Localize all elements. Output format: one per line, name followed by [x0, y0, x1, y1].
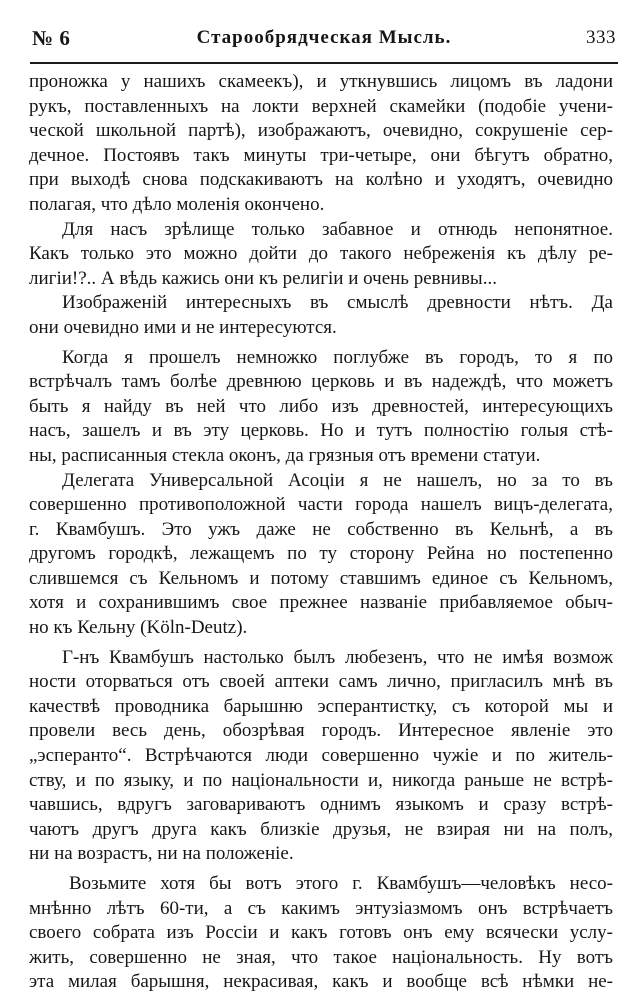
text-line: Изображеній интересныхъ въ смыслѣ древности нѣтъ. Да [62, 292, 613, 314]
text-line: Г-нъ Квамбушъ настолько былъ любезенъ, что не имѣя возмож [62, 646, 613, 668]
text-line: качествѣ проводника барышню эсперантистку, съ которой мы и [29, 695, 613, 717]
text-line: проножка у нашихъ скамеекъ), и уткнувшись лицомъ въ ладони [29, 71, 613, 92]
text-line: лигіи!?.. А вѣдь кажись они къ религіи и очень ревнивы... [29, 267, 497, 289]
paragraph [29, 646, 613, 867]
text-line: ческой школьной партѣ), изображаютъ, очевидно, сокрушеніе сер- [29, 120, 613, 142]
paragraph [29, 291, 613, 340]
journal-title: Старообрядческая Мысль. [196, 27, 452, 48]
text-line: Возьмите хотя бы вотъ этого г. Квамбушъ—человѣкъ несо- [69, 873, 613, 894]
text-line: эта милая барышня, некрасивая, какъ и вообще всѣ нѣмки не- [29, 971, 613, 993]
paragraph [29, 872, 613, 995]
text-line: „эсперанто“. Встрѣчаются люди совершенно чужіе и по житель- [29, 745, 613, 767]
text-line: провели весь день, обозрѣвая городъ. Интересное явленіе это [29, 720, 613, 742]
paragraph [29, 218, 613, 292]
text-line: другомъ городкѣ, лежащемъ по ту сторону Рейна но постепенно [29, 543, 613, 565]
text-line: слившемся съ Кельномъ и потому ставшимъ единое съ Кельномъ, [29, 567, 613, 589]
body-text [29, 70, 613, 995]
text-line: но къ Кельну (Köln-Deutz). [29, 617, 248, 639]
text-line: Когда я прошелъ немножко поглубже въ городъ, то я по [62, 346, 613, 368]
text-line: быть я найду въ ней что либо изъ древностей, интересующихъ [29, 395, 613, 417]
text-line: Для насъ зрѣлище только забавное и отнюдь непонятное. [62, 218, 613, 240]
text-line: Какъ только это можно дойти до такого небреженія къ дѣлу ре- [29, 243, 613, 265]
text-line: ны, расписанныя стекла оконъ, да грязныя отъ времени статуи. [29, 444, 541, 466]
text-line: своего собрата изъ Россіи и какъ готовъ онъ ему всячески услу- [29, 922, 613, 944]
text-line: они очевидно ими и не интересуются. [29, 316, 337, 338]
paragraph [29, 346, 613, 469]
text-line: ству, и по языку, и по національности и, никогда раньше не встрѣ- [29, 769, 613, 791]
text-line: чаютъ другъ друга какъ близкіе друзья, не взирая ни на полъ, [29, 818, 613, 840]
text-line: насъ, зашелъ и въ эту церковь. Но и тутъ полностію голыя стѣ- [29, 420, 613, 442]
text-line: встрѣчалъ тамъ болѣе древнюю церковь и въ надеждѣ, что можетъ [29, 371, 613, 393]
running-header [30, 16, 618, 54]
text-line: рукъ, поставленныхъ на локти верхней скамейки (подобіе учени- [29, 95, 613, 117]
header-rule [30, 62, 618, 64]
paragraph [29, 469, 613, 641]
text-line: ни на возрастъ, ни на положеніе. [29, 843, 294, 865]
text-line: мнѣнно лѣтъ 60-ти, а съ какимъ энтузіазмомъ онъ встрѣчаетъ [29, 897, 613, 919]
text-line: г. Квамбушъ. Это ужъ даже не собственно въ Кельнѣ, а въ [29, 518, 613, 540]
text-line: ности оторваться отъ своей аптеки самъ лично, пригласилъ мнѣ въ [29, 671, 613, 693]
text-line: жить, совершенно не зная, что такое національность. Ну вотъ [29, 946, 613, 968]
text-line: чавшись, вдругъ заговариваютъ однимъ языкомъ и сразу встрѣ- [29, 794, 613, 816]
paragraph [29, 70, 613, 218]
text-line: полагая, что дѣло моленія окончено. [29, 193, 325, 215]
page-number: 333 [586, 27, 616, 48]
text-line: совершенно противоположной части города нашелъ вицъ-делегата, [29, 494, 613, 516]
text-line: дечное. Постоявъ такъ минуты три-четыре, они бѣгутъ обратно, [29, 144, 613, 166]
issue-number: № 6 [32, 26, 71, 50]
text-line: Делегата Универсальной Асоціи я не нашелъ, но за то въ [62, 469, 613, 491]
text-line: при выходѣ снова подскакиваютъ на колѣно и уходятъ, очевидно [29, 169, 613, 191]
text-line: хотя и сохранившимъ свое прежнее названіе прибавляемое обыч- [29, 592, 613, 614]
